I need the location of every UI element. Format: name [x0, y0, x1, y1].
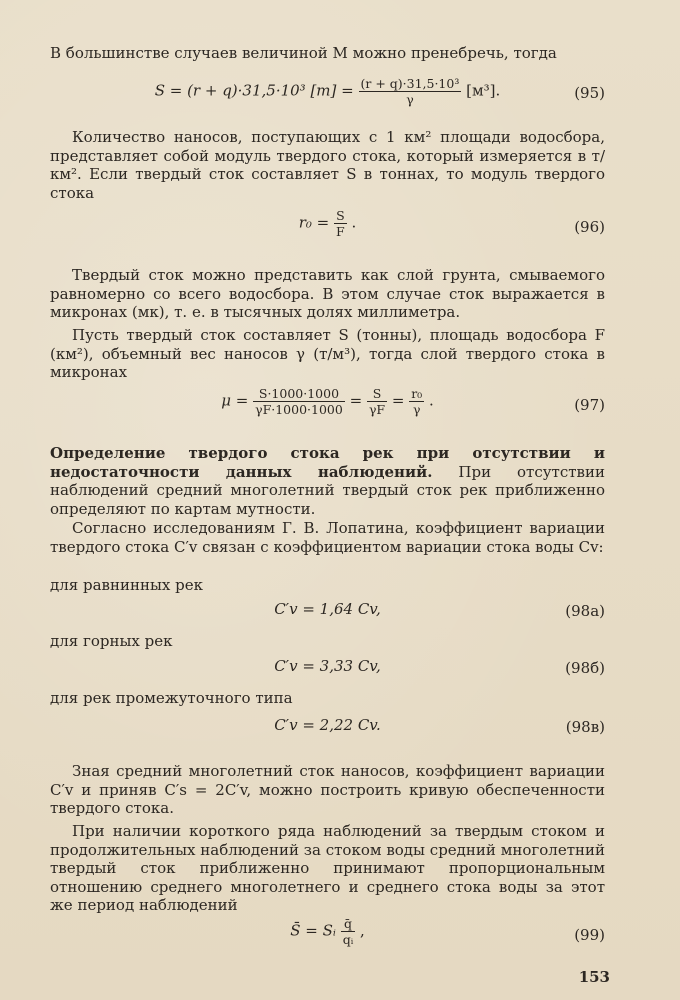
equation-99	[50, 916, 605, 956]
equation-97: μ = $\frac{S\cdot 1000\cdot 1000}{\gamma F\cdot 1000\cdot 1000}$ = $\frac{S}{\gamma F}$ = $\frac{\text{r₀}}{\gamma}$ . (97)	[221, 386, 605, 417]
eq97-f3-denominator: γ	[412, 402, 421, 417]
equation-98v	[50, 716, 605, 756]
eq96-denominator: F	[336, 224, 345, 239]
eq98a-label: (98а)	[565, 602, 605, 620]
eq97-lhs: μ =	[221, 391, 249, 410]
paragraph-5	[50, 444, 605, 518]
eq97-f2-numerator: S	[367, 386, 387, 402]
eq97-fraction-3	[409, 386, 424, 417]
eq98v-label: (98в)	[565, 718, 605, 736]
eq98v-body: C′v = 2,22 Cv.	[274, 716, 381, 734]
eq95-lhs: S = (r + q)·31,5·10³ [т] =	[154, 81, 354, 100]
eq97-f1-numerator: S·1000·1000	[253, 386, 345, 402]
eq99-numerator: q̄	[341, 916, 356, 932]
river-type-mountain: для горных рек	[50, 632, 173, 650]
eq95-denominator: γ	[406, 92, 414, 107]
paragraph-5-text: При отсутствии наблюдений средний многолетний твердый сток рек приближенно определяют по картам мутности.	[50, 462, 605, 518]
eq96-fraction	[334, 208, 347, 239]
eq95-unit: [м³].	[466, 81, 501, 100]
eq99-label: (99)	[574, 926, 605, 944]
eq99-tail: ,	[360, 921, 365, 940]
eq97-tail: .	[428, 391, 434, 410]
eq95-numerator: (r + q)·31,5·10³	[360, 76, 460, 91]
eq97-f1-denominator: γF·1000·1000	[255, 402, 343, 417]
eq96-tail: .	[351, 213, 357, 232]
paragraph-3: Твердый сток можно представить как слой грунта, смываемого равномерно со всего водосбора. В этом случае сток выражается в микронах (мк), т. е. в тысячных долях миллиметра.	[50, 266, 605, 322]
equation-96	[50, 208, 605, 248]
eq97-fraction-2	[367, 386, 387, 417]
river-type-intermediate: для рек промежуточного типа	[50, 689, 293, 707]
eq99-fraction	[341, 916, 356, 947]
paragraph-2: Количество наносов, поступающих с 1 км² площади водосбора, представляет собой модуль твердого стока, который измеряется в т/км². Если твердый сток составляет S в тоннах, то модуль твердого стока	[50, 128, 605, 202]
river-type-plain: для равнинных рек	[50, 576, 203, 594]
eq98a-body: C′v = 1,64 Cv,	[274, 600, 381, 618]
section-heading: Определение твердого стока рек при отсутствии и недостаточности данных наблюдений.	[50, 444, 605, 481]
eq97-f3-numerator: r₀	[411, 386, 423, 401]
eq96-lhs: r₀ =	[298, 213, 330, 232]
eq98b-label: (98б)	[565, 659, 605, 677]
paragraph-4: Пусть твердый сток составляет S (тонны), площадь водосбора F (км²), объемный вес наносов γ (т/м³), тогда слой твердого стока в микронах	[50, 326, 605, 382]
page-number: 153	[578, 968, 610, 986]
paragraph-1: В большинстве случаев величиной M можно пренебречь, тогда	[50, 44, 557, 62]
eq96-label: (96)	[574, 218, 605, 236]
paragraph-7: Зная средний многолетний сток наносов, коэффициент вариации C′v и приняв C′s = 2C′v, можно построить кривую обеспеченности твердого стока.	[50, 762, 605, 818]
eq99-lhs: S̄ = Sᵢ	[290, 921, 336, 940]
paragraph-8: При наличии короткого ряда наблюдений за твердым стоком и продолжительных наблюдений за стоком воды средний многолетний твердый сток приближенно принимают пропорциональным отношению среднего многолетнего и среднего стока воды за этот же период наблюдений	[50, 822, 605, 915]
eq97-fraction-1	[253, 386, 345, 417]
equation-95	[50, 76, 605, 116]
paragraph-6: Согласно исследованиям Г. В. Лопатина, коэффициент вариации твердого стока C′v связан с коэффициентом вариации стока воды Cv:	[50, 519, 605, 556]
eq95-label: (95)	[574, 84, 605, 102]
eq97-label: (97)	[574, 396, 605, 414]
eq95-fraction	[359, 76, 462, 107]
eq97-f2-denominator: γF	[368, 402, 386, 417]
eq99-denominator: qᵢ	[342, 932, 354, 947]
eq98b-body: C′v = 3,33 Cv,	[274, 657, 381, 675]
eq96-numerator: S	[334, 208, 347, 224]
